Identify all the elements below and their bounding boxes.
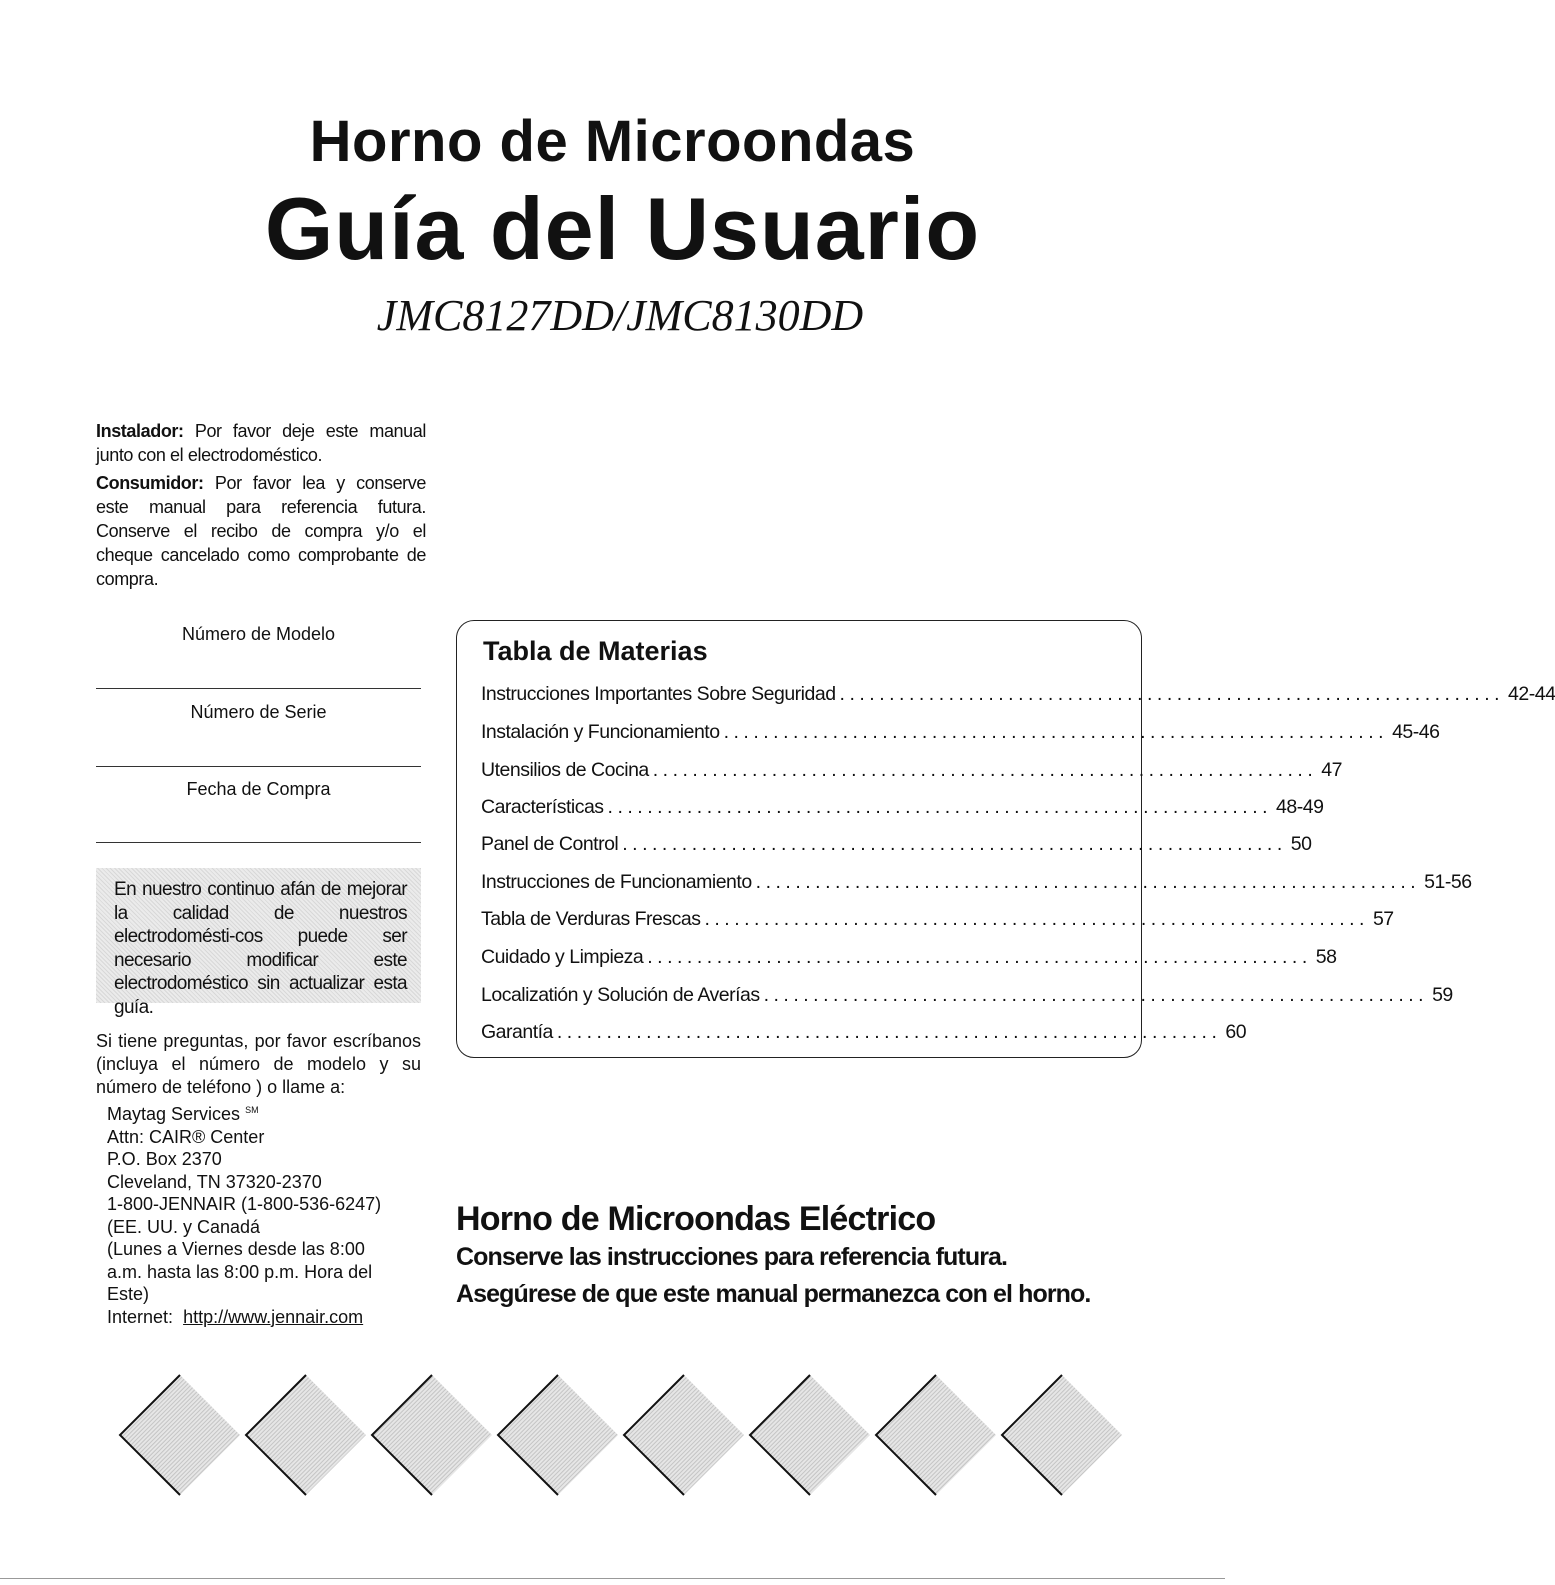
model-numbers: JMC8127DD/JMC8130DD — [376, 291, 864, 340]
diamond-border — [100, 1365, 1140, 1505]
diamond-icon — [1002, 1375, 1122, 1495]
consumer-text: Por favor lea y conserve este manual para referencia futura. Conserve el recibo de compra y/o el cheque cancelado como comprobante de compra. — [96, 473, 426, 589]
diamond-icon — [246, 1375, 366, 1495]
diamond-icon — [372, 1375, 492, 1495]
toc-item[interactable]: Panel de Control ................................................................... 50 — [481, 833, 1312, 855]
toc-item[interactable]: Instrucciones Importantes Sobre Seguridad ................................................................... 42-44 — [481, 683, 1555, 705]
improvement-notice-text: En nuestro continuo afán de mejorar la calidad de nuestros electrodomésti-cos puede ser necesario modificar este electrodoméstico sin actualizar esta guía. — [114, 879, 407, 1018]
diamond-icon — [876, 1375, 996, 1495]
serial-number-line — [96, 766, 421, 767]
contact-address — [107, 1099, 427, 1328]
hours-line-3: Este) — [107, 1284, 150, 1304]
toc-item[interactable]: Cuidado y Limpieza ................................................................... 58 — [481, 946, 1337, 968]
phone-line: 1-800-JENNAIR (1-800-536-6247) — [107, 1194, 382, 1214]
hours-line-2: a.m. hasta las 8:00 p.m. Hora del — [107, 1261, 373, 1282]
company-name: Maytag Services ℠ — [107, 1104, 259, 1124]
contact-intro: Si tiene preguntas, por favor escríbanos (incluya el número de modelo y su número de teléfono ) o llame a: — [96, 1031, 421, 1097]
consumer-label: Consumidor: — [96, 473, 204, 493]
model-number-line — [96, 688, 421, 689]
diamond-icon — [624, 1375, 744, 1495]
model-number-label: Número de Modelo — [181, 624, 336, 644]
toc-title: Tabla de Materias — [483, 636, 708, 666]
hours-line-1: (Lunes a Viernes desde las 8:00 — [107, 1239, 365, 1259]
installer-label: Instalador: — [96, 421, 184, 441]
page-title-line1: Horno de Microondas — [309, 109, 916, 174]
footer-subtitle-2: Asegúrese de que este manual permanezca con el horno. — [456, 1280, 1091, 1308]
toc-item[interactable]: Instalación y Funcionamiento ................................................................... 45-46 — [481, 721, 1440, 743]
purchase-date-line — [96, 842, 421, 843]
diamond-icon — [750, 1375, 870, 1495]
footer-subtitle-1: Conserve las instrucciones para referencia futura. — [456, 1243, 1008, 1271]
toc-item[interactable]: Características ................................................................... 48-49 — [481, 796, 1324, 818]
toc-item[interactable]: Localizatión y Solución de Averías ................................................................... 59 — [481, 984, 1453, 1006]
service-mark: SM — [245, 1105, 259, 1115]
region-line: (EE. UU. y Canadá — [107, 1216, 261, 1237]
bottom-rule — [0, 1578, 1225, 1579]
website-link[interactable]: http://www.jennair.com — [183, 1306, 364, 1327]
serial-number-label: Número de Serie — [190, 702, 327, 722]
footer-title: Horno de Microondas Eléctrico — [456, 1200, 936, 1238]
installer-text: Por favor deje este manual junto con el electrodoméstico. — [96, 421, 426, 465]
internet-line: Internet: http://www.jennair.com — [107, 1306, 364, 1327]
diamond-icon — [498, 1375, 618, 1495]
consumer-note — [96, 471, 426, 591]
installer-note — [96, 419, 426, 467]
toc-item[interactable]: Utensilios de Cocina ................................................................... 47 — [481, 759, 1342, 781]
toc-item[interactable]: Tabla de Verduras Frescas ................................................................... 57 — [481, 908, 1394, 930]
toc-item[interactable]: Instrucciones de Funcionamiento ................................................................... 51-56 — [481, 871, 1472, 893]
purchase-date-label: Fecha de Compra — [186, 779, 331, 799]
diamond-icon — [120, 1375, 240, 1495]
page-title-line2: Guía del Usuario — [264, 179, 981, 278]
toc-item[interactable]: Garantía ................................................................... 60 — [481, 1021, 1247, 1043]
city-line: Cleveland, TN 37320-2370 — [107, 1171, 322, 1192]
po-box-line: P.O. Box 2370 — [107, 1149, 222, 1169]
attn-line: Attn: CAIR® Center — [107, 1126, 265, 1147]
improvement-notice-box — [96, 868, 421, 1018]
